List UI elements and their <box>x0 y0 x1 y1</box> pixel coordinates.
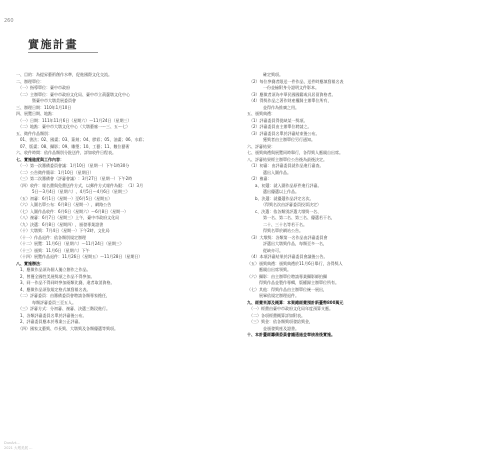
text-line: （一）經費由臺中市政府文化局年度預算支應。 <box>247 306 333 311</box>
text-line: 從缺亦可。 <box>247 247 283 253</box>
footer-line: DunArt... <box>4 441 20 445</box>
text-line: （七）其他：得獎作品由主辦單位統一展出， <box>247 286 327 292</box>
text-line: （七）入圍作品收件：6月6日（星期六）～6月8日（星期一） <box>16 208 129 214</box>
text-line: 應親自出席領獎。 <box>247 267 291 272</box>
text-line: （五）初審：6月1日（星期一）至6月5日（星期五） <box>16 195 113 201</box>
text-line: 七、頒獎典禮與展覽同時舉行，各得獎人應親自出席。 <box>247 150 343 155</box>
text-line: （四）國家文藝獎、市長獎、大墩獎及各類優選等獎項。 <box>16 325 118 331</box>
text-line: （4）本項評審結果於評審委員會議後公告。 <box>247 254 328 259</box>
right-column <box>247 72 459 339</box>
text-line: （1）初審：由評審委員就作品進行審查。 <box>247 163 324 168</box>
title-underline <box>28 52 98 53</box>
text-line: （四）收件：報名費與免費送件方式，以郵件方式報件為限：（1）3月 <box>16 182 144 188</box>
text-line: 得獎名單於網站公告。 <box>247 228 303 233</box>
text-line: （八）複審：6月7日（星期三）上午，臺中市政府文化局 <box>16 215 120 220</box>
text-line: 3、同一作品不得同時參加兩類比賽，違者取消資格。 <box>16 280 115 285</box>
text-line: 八、評審結果經主辦單位公告後為最後決定。 <box>247 156 327 162</box>
text-line: （二）公告徵件簡章：1月10日（星期日） <box>16 169 94 175</box>
text-line: 七、實施進度與工作內容： <box>16 156 64 162</box>
text-line: 五、徵件作品類別： <box>16 130 52 136</box>
text-line: 六、評審結果： <box>247 143 275 149</box>
text-line: 六、收件時間：依作品類別分批送件，詳如收件日程表。 <box>16 150 116 155</box>
text-line: 2、曾獲全國性美展獎項之作品不得參加。 <box>16 273 95 279</box>
text-line: 07、版畫；08、攝影；09、雕塑；10、工藝；11、數位藝術 <box>16 143 130 149</box>
text-line: （二）地點：臺中市大墩文化中心（大墩藝廊一～三、五～七） <box>16 124 130 129</box>
text-line: 確定獎項。 <box>247 72 283 77</box>
text-line: 選出入圍作品。 <box>247 169 291 175</box>
text-line: （二）主辦單位：臺中市政府文化局、臺中市立葫蘆墩文化中心 <box>16 91 130 97</box>
page-number: 260 <box>4 18 14 24</box>
text-line: 2、評審委員應本於專業公正評審。 <box>16 319 83 324</box>
text-line: 八、實施辦法： <box>16 260 44 266</box>
text-line: （3）應徵者須為中華民國國籍或具居留資格者。 <box>247 91 336 97</box>
text-line: 1、各類評審委員名單於評審後公布。 <box>16 312 87 318</box>
text-line: 1、應徵作品須為個人獨立創作之作品。 <box>16 267 91 272</box>
text-line: （一）第一次籌備委員會議：1月10日（星期一）下午1時30分 <box>16 163 130 168</box>
text-line: （得獎名次由評審委員投票決定） <box>247 202 321 207</box>
text-line: （一）指導單位：臺中市政府 <box>16 85 70 90</box>
text-line: （3）評審委員名單於評審結束後公布。 <box>247 130 320 136</box>
page-title: 實施計畫 <box>28 38 78 51</box>
text-line: 評選出大墩獎作品，每類至多一名， <box>247 241 327 246</box>
text-line: （十三）頒獎：11月6日（星期六）下午 <box>16 247 90 253</box>
text-line: （2）複審： <box>247 176 272 181</box>
text-line: （三）第二次籌備會（評審會議）：3月27日（星期一）下午2時 <box>16 176 133 181</box>
text-line: 二、辦理單位： <box>16 78 44 84</box>
text-line: （十一）作品退件：依各類別規定辦理 <box>16 234 86 240</box>
text-line: （六）入圍名單公布：6月8日（星期一），網路公告 <box>16 202 112 207</box>
text-line: （六）攝影：由主辦單位聘請專業攝影師拍攝 <box>247 273 327 279</box>
text-line: 得獎作品並製作專輯，版權歸主辦單位所有。 <box>247 280 339 285</box>
text-line: 五、頒獎典禮： <box>247 111 275 116</box>
footer <box>4 441 32 451</box>
text-line: （二）各項經費概算詳如附表。 <box>247 312 305 318</box>
text-line: （九）決選：6月8日（星期四），頒發專業證書 <box>16 221 104 227</box>
text-line: （二）評審委員：由籌備委員會聘請各類專家擔任， <box>16 293 110 298</box>
text-line: c、決選：依各類別評選大墩獎一名、 <box>247 208 322 214</box>
text-line: 四、展覽日期、地點： <box>16 111 56 116</box>
text-line: （五）頒獎典禮：頒獎典禮於11月6日舉行，各得獎人 <box>247 260 343 266</box>
text-line: 十、本計畫經籌備委員會議通過並奉核准後實施。 <box>247 332 335 337</box>
text-line: （4）得獎作品之著作財產權歸主辦單位所有， <box>247 98 332 103</box>
text-line: （十）大墩獎：7月4日（星期一）下午2時，文化局 <box>16 228 110 233</box>
text-line: 並得作為推廣之用。 <box>247 104 299 110</box>
text-line: 三、辦理日期：110年1月10日 <box>16 104 72 110</box>
text-line: 二十、三十名等若干名。 <box>247 221 307 227</box>
text-line: 4、應徵作品須依規定格式填寫報名表。 <box>16 286 91 292</box>
text-line: （三）獎金：依各類獎項發給獎金， <box>247 319 313 324</box>
left-column <box>16 72 221 332</box>
text-line: （1）評審委員得從缺某一獎項。 <box>247 117 308 123</box>
text-line: 展畢依規定辦理退件。 <box>247 293 299 298</box>
text-line: 01、書法；02、國畫；03、篆刻；04、膠彩；05、油畫；06、水彩； <box>16 137 147 142</box>
text-line: a、初選：就入圍作品原件進行評審。 <box>247 182 322 188</box>
text-line: （十二）展覽：11月6日（星期六）～11月24日（星期三） <box>16 241 124 246</box>
text-line: 一、目的：為提昇藝術創作水準，促進國際文化交流。 <box>16 72 112 77</box>
text-line: （一）日期：111年11月6日（星期六）～11月24日（星期三） <box>16 117 132 123</box>
text-line: （2）每位參賽者限送一件作品，送件時應填寫報名表 <box>247 78 344 84</box>
text-line: 5日～3月4日（星期六）、4月5日～4月6日（星期三） <box>16 189 130 194</box>
text-line: 暨臺中市大墩美展委員會 <box>16 98 76 103</box>
text-line: 選出優選以上作品。 <box>247 189 299 194</box>
text-line: 每類評審委員三至五人。 <box>16 299 76 305</box>
text-line: 第一名、第二名、第三名、優選若干名， <box>247 215 335 220</box>
text-line: （三）評審方式：分初審、複審、決選三階段進行。 <box>16 306 110 311</box>
text-line: 並頒發獎座及證書。 <box>247 325 299 331</box>
footer-line: 2021 大墩美展 ... <box>4 446 33 450</box>
text-line: 九、經費來源及概算：本案總經費預計新臺幣800萬元 <box>247 299 344 305</box>
text-line: 一份並檢附身分證明文件影本。 <box>247 85 319 90</box>
text-line: （十四）展覽作品退件：11月26日（星期五）～11月28日（星期日） <box>16 254 143 259</box>
text-line: （2）評審委員由主辦單位聘請之。 <box>247 124 312 129</box>
text-line: 獲獎者由主辦單位另行通知。 <box>247 137 315 142</box>
text-line: b、決選：就優選作品評定名次。 <box>247 195 314 201</box>
text-line: （3）大墩獎：各類第一名作品由評審委員會 <box>247 234 328 240</box>
